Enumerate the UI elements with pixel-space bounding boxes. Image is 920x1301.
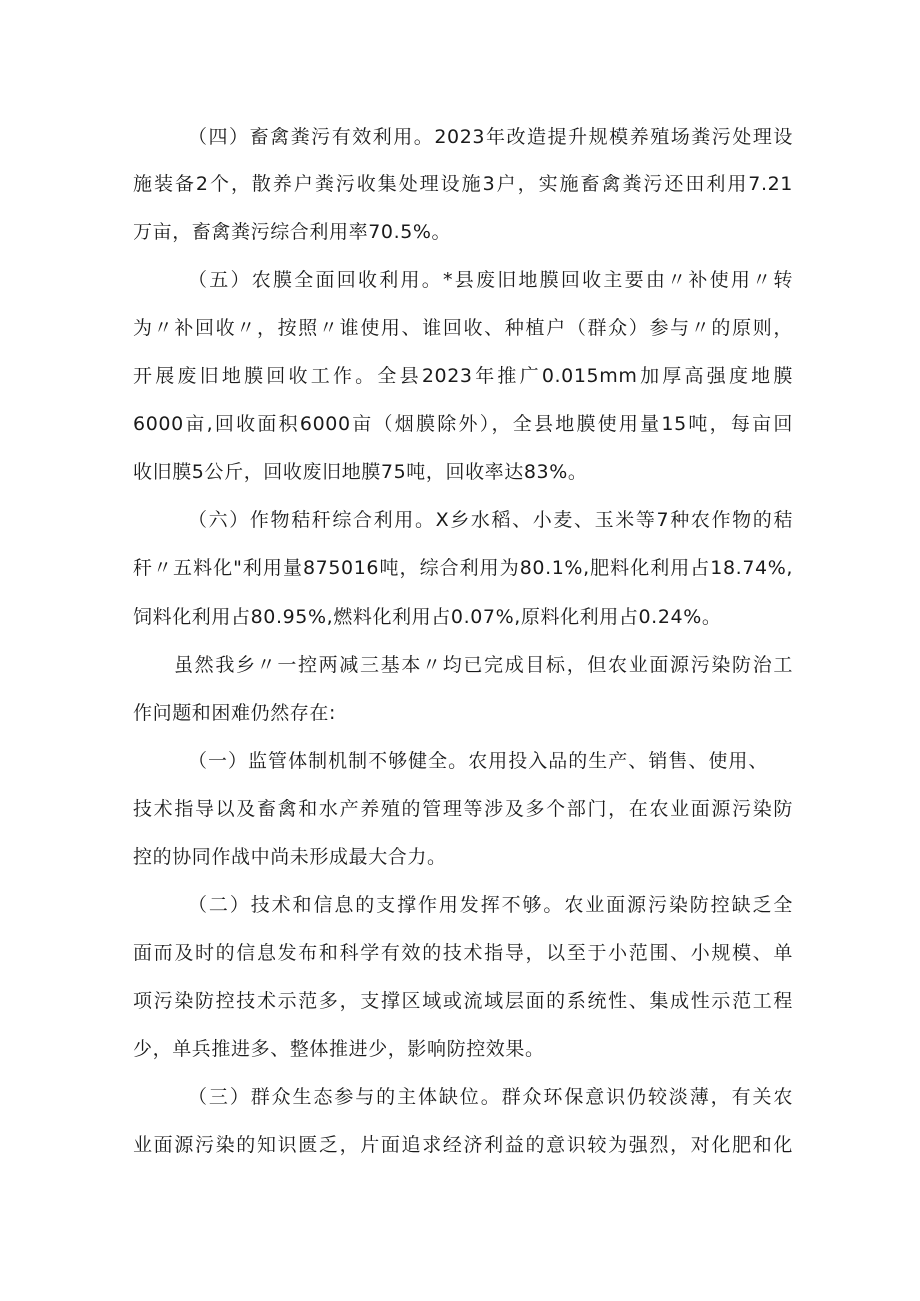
paragraph-5-line-1: （五）农膜全面回收利用。*县废旧地膜回收主要由〃补使用〃转: [188, 269, 793, 291]
paragraph-4-line-2: 施装备2个，散养户粪污收集处理设施3户，实施畜禽粪污还田利用7.21: [133, 173, 793, 195]
paragraph-5-line-2: 为〃补回收〃，按照〃谁使用、谁回收、种植户（群众）参与〃的原则，: [133, 317, 793, 339]
problem-2-line-4: 少，单兵推进多、整体推进少，影响防控效果。: [133, 1038, 545, 1060]
summary-line-1: 虽然我乡〃一控两减三基本〃均已完成目标，但农业面源污染防治工: [174, 654, 793, 676]
paragraph-4-line-3: 万亩，畜禽粪污综合利用率70.5%。: [133, 221, 452, 243]
problem-2-line-1: （二）技术和信息的支撑作用发挥不够。农业面源污染防控缺乏全: [188, 894, 793, 916]
paragraph-5-line-3: 开展废旧地膜回收工作。全县2023年推广0.015mm加厚高强度地膜: [133, 365, 793, 387]
summary-line-2: 作问题和困难仍然存在:: [133, 702, 337, 724]
paragraph-6-line-2: 秆〃五料化"利用量875016吨，综合利用为80.1%,肥料化利用占18.74%,: [133, 557, 793, 579]
problem-1-line-1: （一）监管体制机制不够健全。农用投入品的生产、销售、使用、: [188, 750, 768, 772]
paragraph-4-line-1: （四）畜禽粪污有效利用。2023年改造提升规模养殖场粪污处理设: [188, 126, 793, 148]
problem-3-line-2: 业面源污染的知识匮乏，片面追求经济利益的意识较为强烈，对化肥和化: [133, 1134, 793, 1156]
paragraph-5-line-5: 收旧膜5公斤，回收废旧地膜75吨，回收率达83%。: [133, 461, 588, 483]
paragraph-5-line-4: 6000亩,回收面积6000亩（烟膜除外），全县地膜使用量15吨，每亩回: [133, 413, 793, 435]
problem-1-line-2: 技术指导以及畜禽和水产养殖的管理等涉及多个部门，在农业面源污染防: [133, 798, 793, 820]
paragraph-6-line-3: 饲料化利用占80.95%,燃料化利用占0.07%,原料化利用占0.24%。: [133, 606, 722, 628]
problem-1-line-3: 控的协同作战中尚未形成最大合力。: [133, 846, 447, 868]
problem-2-line-2: 面而及时的信息发布和科学有效的技术指导，以至于小范围、小规模、单: [133, 942, 793, 964]
problem-2-line-3: 项污染防控技术示范多，支撑区域或流域层面的系统性、集成性示范工程: [133, 990, 793, 1012]
paragraph-6-line-1: （六）作物秸秆综合利用。X乡水稻、小麦、玉米等7种农作物的秸: [188, 509, 793, 531]
problem-3-line-1: （三）群众生态参与的主体缺位。群众环保意识仍较淡薄，有关农: [188, 1086, 793, 1108]
